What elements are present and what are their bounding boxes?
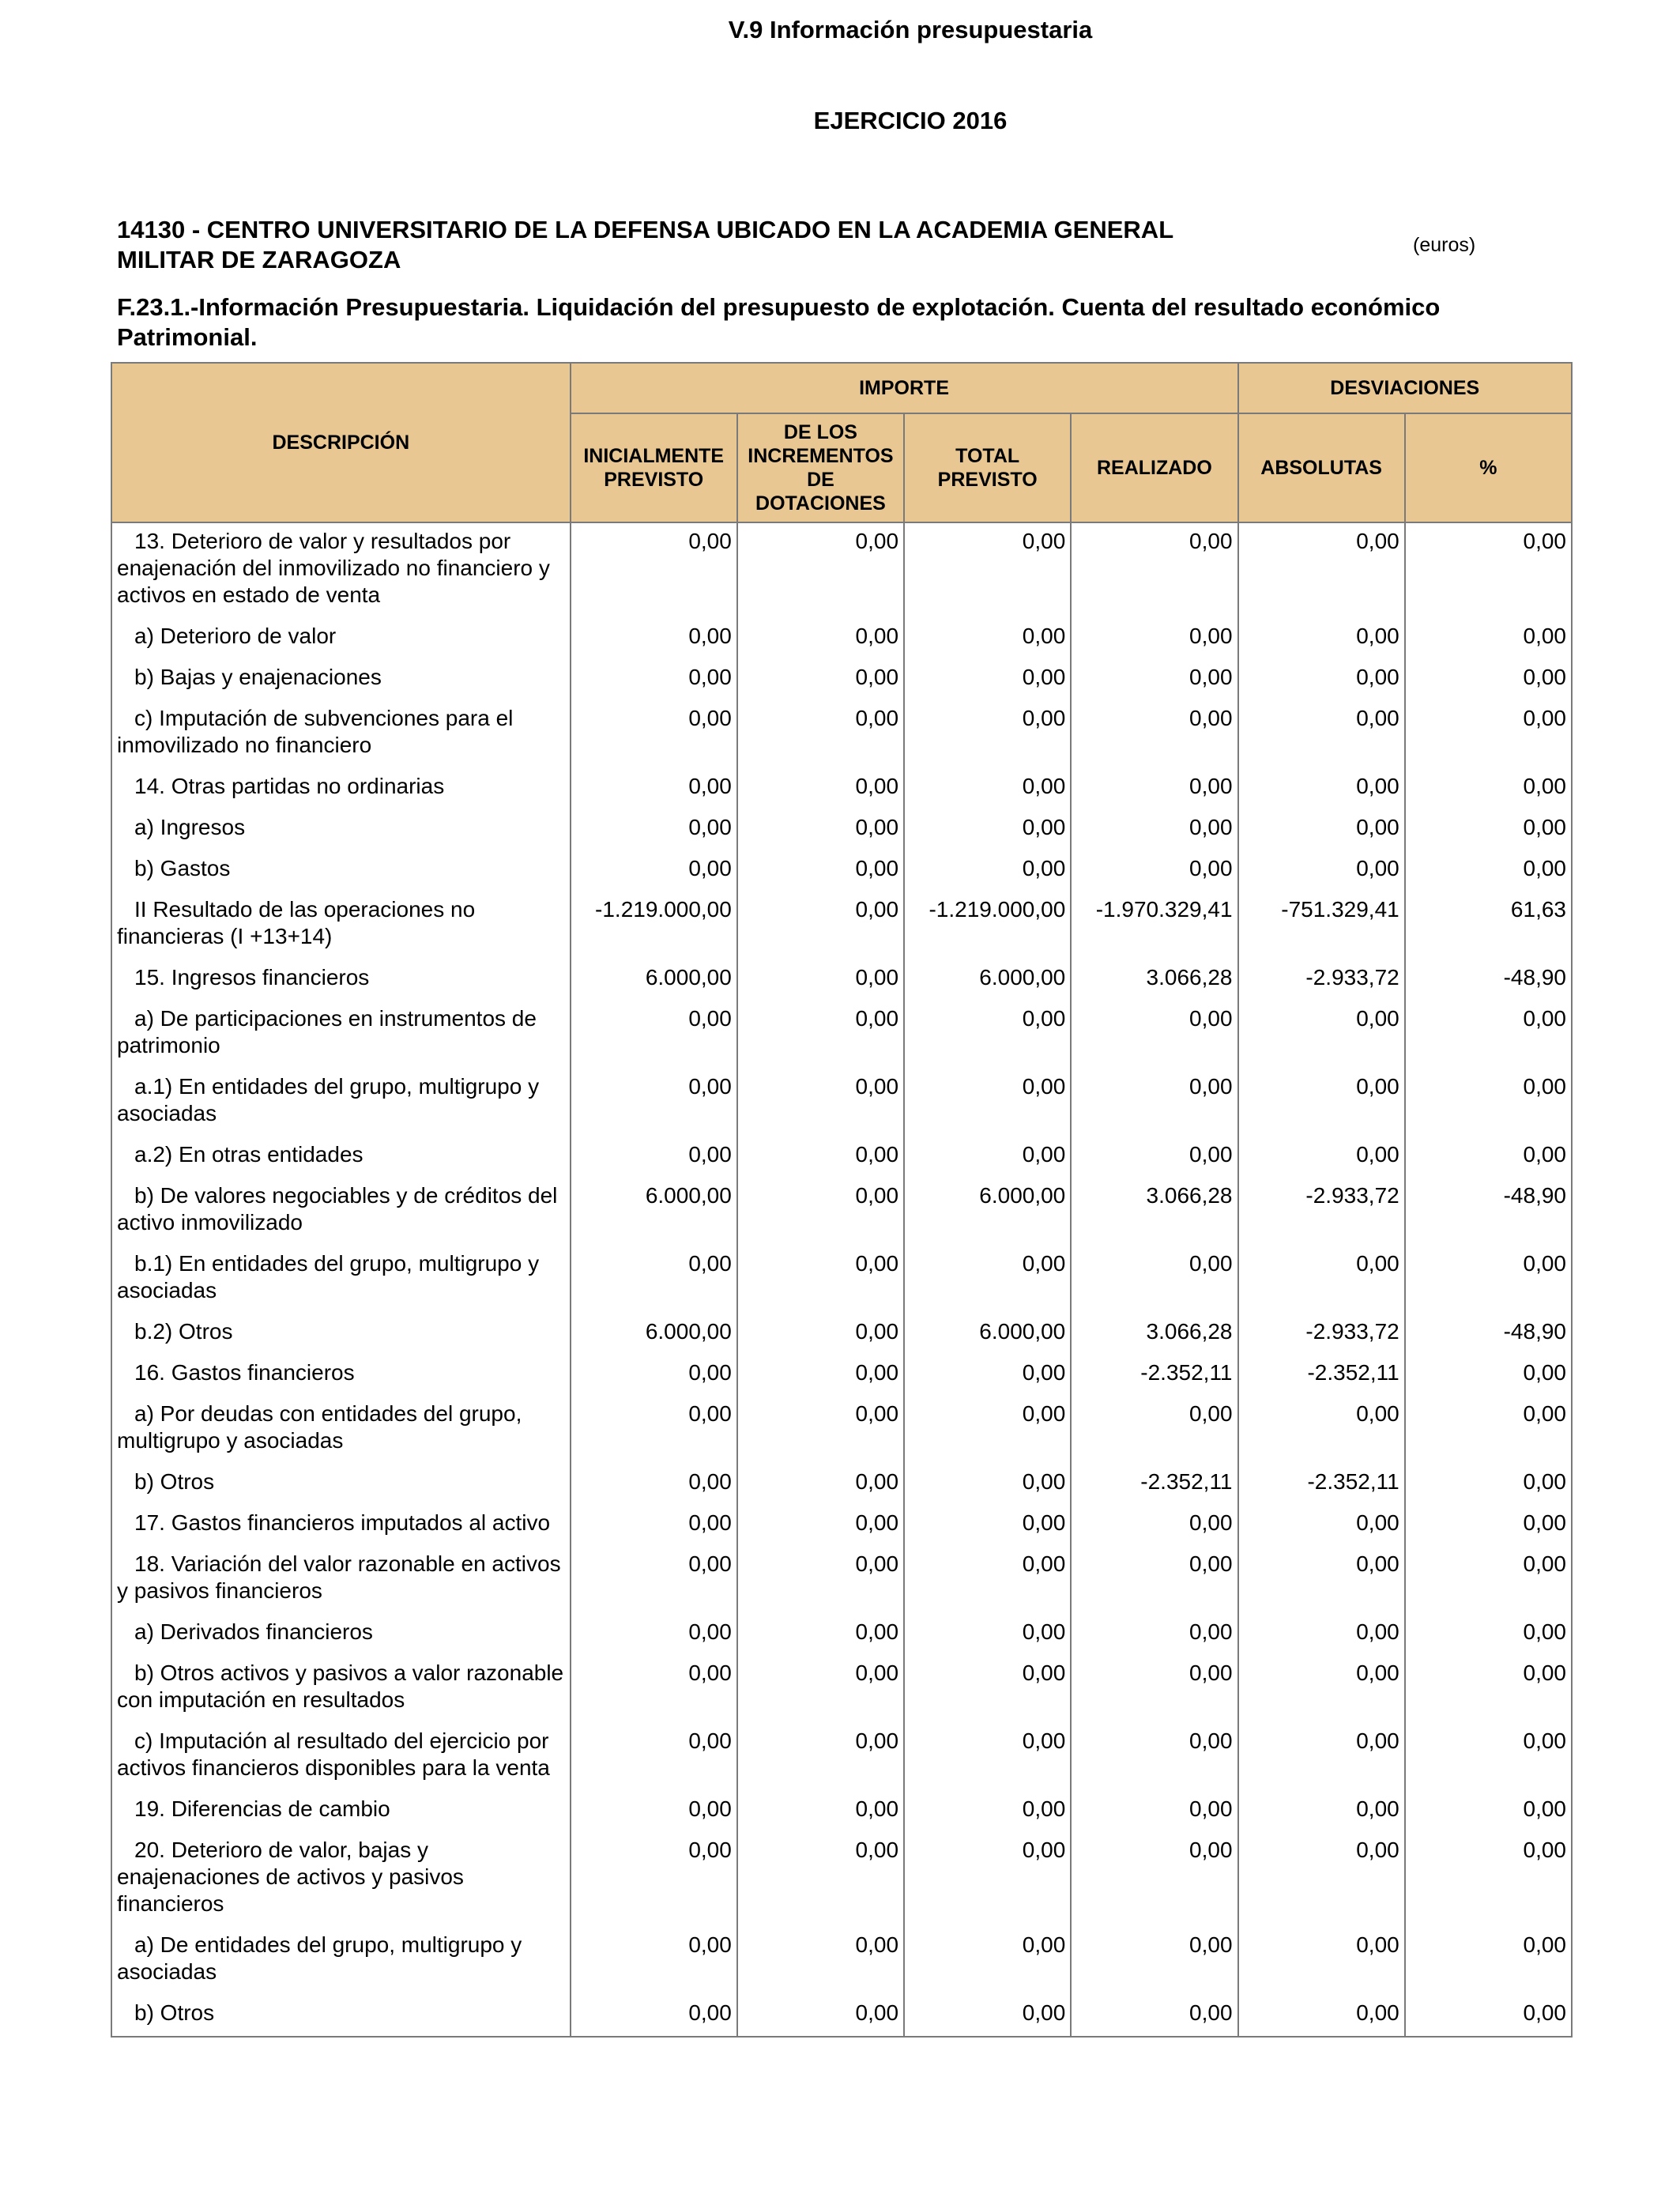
cell-realizado: 0,00	[1071, 1655, 1237, 1723]
table-row	[111, 1723, 1572, 1791]
table-row	[111, 1001, 1572, 1069]
row-description-text: b) Otros activos y pasivos a valor razonable con imputación en resultados	[117, 1661, 564, 1712]
cell-desv-porcentaje: 0,00	[1405, 1464, 1572, 1505]
cell-inicialmente-previsto: 0,00	[571, 1069, 737, 1137]
cell-incrementos-dotaciones: 0,00	[737, 618, 904, 659]
cell-inicialmente-previsto: 0,00	[571, 1655, 737, 1723]
cell-desv-absolutas: -2.933,72	[1238, 1178, 1405, 1246]
cell-total-previsto: 6.000,00	[904, 959, 1071, 1001]
cell-inicialmente-previsto: 0,00	[571, 1246, 737, 1314]
cell-total-previsto: 0,00	[904, 1723, 1071, 1791]
cell-inicialmente-previsto: 0,00	[571, 659, 737, 700]
cell-total-previsto: 0,00	[904, 1246, 1071, 1314]
cell-incrementos-dotaciones: 0,00	[737, 1655, 904, 1723]
report-subtitle-line-2: Patrimonial.	[117, 323, 258, 351]
cell-incrementos-dotaciones: 0,00	[737, 659, 904, 700]
row-description-text: b.2) Otros	[134, 1319, 233, 1344]
table-row	[111, 768, 1572, 809]
cell-inicialmente-previsto: 6.000,00	[571, 1178, 737, 1246]
cell-desv-absolutas: 0,00	[1238, 1614, 1405, 1655]
cell-incrementos-dotaciones: 0,00	[737, 1464, 904, 1505]
cell-desv-absolutas: 0,00	[1238, 659, 1405, 700]
cell-realizado: -1.970.329,41	[1071, 892, 1237, 959]
cell-total-previsto: 0,00	[904, 659, 1071, 700]
cell-realizado: 0,00	[1071, 700, 1237, 768]
cell-inicialmente-previsto: 0,00	[571, 1723, 737, 1791]
table-row	[111, 1546, 1572, 1614]
table-row	[111, 1464, 1572, 1505]
row-description	[111, 1246, 571, 1314]
table-body	[111, 522, 1572, 2037]
row-description-text: 16. Gastos financieros	[134, 1360, 355, 1385]
cell-incrementos-dotaciones: 0,00	[737, 1546, 904, 1614]
row-description-text: a.2) En otras entidades	[134, 1142, 363, 1167]
row-description	[111, 1178, 571, 1246]
row-description-text: 14. Otras partidas no ordinarias	[134, 774, 445, 798]
cell-desv-porcentaje: 61,63	[1405, 892, 1572, 959]
row-description-text: a) Derivados financieros	[134, 1619, 373, 1644]
header-inicialmente-previsto	[571, 413, 737, 522]
cell-realizado: 0,00	[1071, 1832, 1237, 1927]
cell-inicialmente-previsto: 0,00	[571, 1614, 737, 1655]
cell-incrementos-dotaciones: 0,00	[737, 1246, 904, 1314]
cell-desv-porcentaje: 0,00	[1405, 1246, 1572, 1314]
cell-total-previsto: 6.000,00	[904, 1178, 1071, 1246]
header-text: DOTACIONES	[755, 492, 886, 515]
cell-realizado: 0,00	[1071, 1505, 1237, 1546]
header-descripcion: DESCRIPCIÓN	[111, 363, 571, 522]
cell-desv-absolutas: 0,00	[1238, 1069, 1405, 1137]
cell-inicialmente-previsto: 0,00	[571, 1927, 737, 1995]
header-text: TOTAL	[955, 445, 1020, 467]
table-row	[111, 1314, 1572, 1355]
cell-realizado: 0,00	[1071, 850, 1237, 892]
cell-desv-porcentaje: 0,00	[1405, 1396, 1572, 1464]
table-row	[111, 618, 1572, 659]
cell-realizado: 0,00	[1071, 809, 1237, 850]
cell-desv-porcentaje: 0,00	[1405, 850, 1572, 892]
cell-incrementos-dotaciones: 0,00	[737, 1995, 904, 2037]
cell-desv-absolutas: 0,00	[1238, 768, 1405, 809]
cell-incrementos-dotaciones: 0,00	[737, 1927, 904, 1995]
cell-inicialmente-previsto: 0,00	[571, 1995, 737, 2037]
table-row	[111, 522, 1572, 618]
row-description	[111, 1464, 571, 1505]
cell-desv-absolutas: 0,00	[1238, 809, 1405, 850]
cell-desv-porcentaje: -48,90	[1405, 959, 1572, 1001]
row-description-text: b.1) En entidades del grupo, multigrupo y asociadas	[117, 1251, 540, 1302]
cell-total-previsto: 0,00	[904, 522, 1071, 618]
cell-desv-porcentaje: 0,00	[1405, 700, 1572, 768]
cell-total-previsto: 0,00	[904, 1001, 1071, 1069]
cell-incrementos-dotaciones: 0,00	[737, 850, 904, 892]
cell-desv-absolutas: -2.352,11	[1238, 1464, 1405, 1505]
header-absolutas: ABSOLUTAS	[1238, 413, 1405, 522]
cell-desv-porcentaje: 0,00	[1405, 618, 1572, 659]
cell-incrementos-dotaciones: 0,00	[737, 1614, 904, 1655]
cell-incrementos-dotaciones: 0,00	[737, 1723, 904, 1791]
row-description	[111, 892, 571, 959]
row-description	[111, 522, 571, 618]
table-row	[111, 1614, 1572, 1655]
cell-desv-porcentaje: 0,00	[1405, 1655, 1572, 1723]
cell-inicialmente-previsto: 0,00	[571, 1001, 737, 1069]
cell-incrementos-dotaciones: 0,00	[737, 1396, 904, 1464]
row-description	[111, 768, 571, 809]
table-row	[111, 959, 1572, 1001]
cell-incrementos-dotaciones: 0,00	[737, 522, 904, 618]
cell-incrementos-dotaciones: 0,00	[737, 892, 904, 959]
row-description-text: b) Otros	[134, 1469, 215, 1494]
cell-desv-absolutas: 0,00	[1238, 1505, 1405, 1546]
cell-total-previsto: 0,00	[904, 1655, 1071, 1723]
table-header	[111, 363, 1572, 522]
row-description	[111, 1832, 571, 1927]
row-description-text: b) Bajas y enajenaciones	[134, 665, 382, 689]
cell-total-previsto: 0,00	[904, 809, 1071, 850]
cell-incrementos-dotaciones: 0,00	[737, 700, 904, 768]
cell-inicialmente-previsto: 0,00	[571, 1464, 737, 1505]
cell-total-previsto: 0,00	[904, 850, 1071, 892]
cell-incrementos-dotaciones: 0,00	[737, 1314, 904, 1355]
cell-desv-absolutas: -2.933,72	[1238, 959, 1405, 1001]
cell-desv-absolutas: 0,00	[1238, 850, 1405, 892]
header-total-previsto	[904, 413, 1071, 522]
row-description	[111, 1927, 571, 1995]
table-row	[111, 1505, 1572, 1546]
cell-inicialmente-previsto: 0,00	[571, 1396, 737, 1464]
table-row	[111, 1927, 1572, 1995]
row-description	[111, 959, 571, 1001]
cell-inicialmente-previsto: 0,00	[571, 1505, 737, 1546]
cell-desv-porcentaje: 0,00	[1405, 1927, 1572, 1995]
table-row	[111, 1178, 1572, 1246]
cell-inicialmente-previsto: 0,00	[571, 809, 737, 850]
cell-total-previsto: 0,00	[904, 1832, 1071, 1927]
report-subtitle	[117, 292, 1571, 352]
cell-total-previsto: 0,00	[904, 1069, 1071, 1137]
cell-desv-absolutas: 0,00	[1238, 618, 1405, 659]
cell-desv-absolutas: -751.329,41	[1238, 892, 1405, 959]
cell-inicialmente-previsto: 6.000,00	[571, 1314, 737, 1355]
section-title: V.9 Información presupuestaria	[728, 16, 1093, 43]
cell-incrementos-dotaciones: 0,00	[737, 809, 904, 850]
cell-realizado: 3.066,28	[1071, 1314, 1237, 1355]
cell-desv-absolutas: 0,00	[1238, 1546, 1405, 1614]
cell-total-previsto: 0,00	[904, 1614, 1071, 1655]
cell-desv-porcentaje: 0,00	[1405, 1791, 1572, 1832]
cell-desv-absolutas: 0,00	[1238, 1791, 1405, 1832]
cell-incrementos-dotaciones: 0,00	[737, 1355, 904, 1396]
cell-desv-porcentaje: 0,00	[1405, 1546, 1572, 1614]
cell-desv-porcentaje: -48,90	[1405, 1314, 1572, 1355]
row-description-text: a) Deterioro de valor	[134, 624, 337, 648]
cell-inicialmente-previsto: 0,00	[571, 1546, 737, 1614]
cell-realizado: 0,00	[1071, 1137, 1237, 1178]
table-row	[111, 1396, 1572, 1464]
cell-desv-absolutas: 0,00	[1238, 522, 1405, 618]
row-description-text: a) Ingresos	[134, 815, 246, 839]
table-row	[111, 809, 1572, 850]
row-description-text: c) Imputación al resultado del ejercicio por activos financieros disponibles para la venta	[117, 1728, 550, 1780]
cell-total-previsto: 0,00	[904, 1505, 1071, 1546]
cell-realizado: 0,00	[1071, 1995, 1237, 2037]
cell-incrementos-dotaciones: 0,00	[737, 1069, 904, 1137]
table-row	[111, 700, 1572, 768]
cell-realizado: 0,00	[1071, 1614, 1237, 1655]
cell-realizado: 0,00	[1071, 659, 1237, 700]
cell-realizado: -2.352,11	[1071, 1464, 1237, 1505]
cell-incrementos-dotaciones: 0,00	[737, 1832, 904, 1927]
row-description	[111, 1137, 571, 1178]
row-description	[111, 1655, 571, 1723]
cell-inicialmente-previsto: 0,00	[571, 700, 737, 768]
cell-inicialmente-previsto: 0,00	[571, 1137, 737, 1178]
table-row	[111, 1137, 1572, 1178]
cell-desv-absolutas: 0,00	[1238, 1832, 1405, 1927]
row-description-text: b) Gastos	[134, 856, 231, 880]
cell-realizado: 0,00	[1071, 1001, 1237, 1069]
table-row	[111, 850, 1572, 892]
row-description	[111, 618, 571, 659]
cell-realizado: 0,00	[1071, 522, 1237, 618]
cell-realizado: 0,00	[1071, 618, 1237, 659]
row-description	[111, 1995, 571, 2037]
cell-desv-absolutas: 0,00	[1238, 1995, 1405, 2037]
cell-realizado: 0,00	[1071, 1723, 1237, 1791]
row-description-text: b) De valores negociables y de créditos del activo inmovilizado	[117, 1183, 558, 1235]
table-row	[111, 1355, 1572, 1396]
header-text: DE LOS	[783, 421, 857, 443]
cell-realizado: -2.352,11	[1071, 1355, 1237, 1396]
cell-realizado: 3.066,28	[1071, 1178, 1237, 1246]
row-description	[111, 809, 571, 850]
header-text: DE	[807, 469, 834, 491]
cell-total-previsto: 0,00	[904, 1546, 1071, 1614]
cell-desv-porcentaje: 0,00	[1405, 1505, 1572, 1546]
row-description	[111, 1314, 571, 1355]
table-row	[111, 1832, 1572, 1927]
cell-total-previsto: 0,00	[904, 1355, 1071, 1396]
cell-desv-absolutas: 0,00	[1238, 1723, 1405, 1791]
table-row	[111, 892, 1572, 959]
cell-desv-porcentaje: 0,00	[1405, 1832, 1572, 1927]
cell-desv-absolutas: 0,00	[1238, 1137, 1405, 1178]
cell-inicialmente-previsto: 0,00	[571, 850, 737, 892]
cell-desv-absolutas: -2.933,72	[1238, 1314, 1405, 1355]
cell-total-previsto: 0,00	[904, 1995, 1071, 2037]
cell-incrementos-dotaciones: 0,00	[737, 1001, 904, 1069]
cell-desv-absolutas: 0,00	[1238, 1927, 1405, 1995]
cell-desv-absolutas: 0,00	[1238, 1246, 1405, 1314]
cell-desv-absolutas: -2.352,11	[1238, 1355, 1405, 1396]
cell-desv-absolutas: 0,00	[1238, 700, 1405, 768]
cell-incrementos-dotaciones: 0,00	[737, 1505, 904, 1546]
cell-desv-absolutas: 0,00	[1238, 1655, 1405, 1723]
table-row	[111, 1246, 1572, 1314]
row-description	[111, 1791, 571, 1832]
table-row	[111, 1995, 1572, 2037]
cell-desv-absolutas: 0,00	[1238, 1001, 1405, 1069]
report-subtitle-line-1: F.23.1.-Información Presupuestaria. Liquidación del presupuesto de explotación. Cuenta del resultado económico	[117, 293, 1441, 321]
row-description	[111, 1355, 571, 1396]
row-description	[111, 700, 571, 768]
header-desviaciones: DESVIACIONES	[1238, 363, 1572, 413]
row-description-text: a) De entidades del grupo, multigrupo y asociadas	[117, 1932, 522, 1984]
cell-total-previsto: 0,00	[904, 768, 1071, 809]
cell-inicialmente-previsto: 0,00	[571, 768, 737, 809]
row-description	[111, 1723, 571, 1791]
cell-incrementos-dotaciones: 0,00	[737, 1791, 904, 1832]
cell-desv-porcentaje: 0,00	[1405, 659, 1572, 700]
cell-desv-porcentaje: 0,00	[1405, 1723, 1572, 1791]
cell-total-previsto: 0,00	[904, 1137, 1071, 1178]
row-description	[111, 1396, 571, 1464]
cell-realizado: 0,00	[1071, 1546, 1237, 1614]
cell-desv-porcentaje: 0,00	[1405, 1355, 1572, 1396]
row-description	[111, 659, 571, 700]
cell-realizado: 0,00	[1071, 768, 1237, 809]
cell-desv-absolutas: 0,00	[1238, 1396, 1405, 1464]
entity-title-line-2: MILITAR DE ZARAGOZA	[117, 246, 401, 273]
header-realizado: REALIZADO	[1071, 413, 1237, 522]
cell-realizado: 0,00	[1071, 1069, 1237, 1137]
header-text: INCREMENTOS	[748, 445, 894, 467]
row-description	[111, 850, 571, 892]
cell-realizado: 0,00	[1071, 1396, 1237, 1464]
cell-total-previsto: 0,00	[904, 618, 1071, 659]
cell-desv-porcentaje: 0,00	[1405, 768, 1572, 809]
cell-total-previsto: 0,00	[904, 1396, 1071, 1464]
row-description-text: 17. Gastos financieros imputados al activo	[134, 1510, 551, 1535]
header-text: INICIALMENTE	[583, 445, 725, 467]
cell-total-previsto: -1.219.000,00	[904, 892, 1071, 959]
cell-desv-porcentaje: 0,00	[1405, 1001, 1572, 1069]
row-description	[111, 1505, 571, 1546]
header-incrementos-dotaciones	[737, 413, 904, 522]
cell-desv-porcentaje: 0,00	[1405, 522, 1572, 618]
row-description-text: b) Otros	[134, 2000, 215, 2025]
row-description-text: II Resultado de las operaciones no financieras (I +13+14)	[117, 897, 476, 948]
cell-incrementos-dotaciones: 0,00	[737, 1178, 904, 1246]
cell-realizado: 0,00	[1071, 1927, 1237, 1995]
table-row	[111, 1655, 1572, 1723]
row-description-text: 13. Deterioro de valor y resultados por enajenación del inmovilizado no financiero y activos en estado de venta	[117, 529, 550, 607]
cell-desv-porcentaje: 0,00	[1405, 1614, 1572, 1655]
exercise-title: EJERCICIO 2016	[813, 107, 1008, 134]
currency-unit: (euros)	[1413, 234, 1476, 256]
cell-inicialmente-previsto: -1.219.000,00	[571, 892, 737, 959]
cell-total-previsto: 0,00	[904, 1791, 1071, 1832]
cell-realizado: 0,00	[1071, 1791, 1237, 1832]
row-description-text: a) De participaciones en instrumentos de patrimonio	[117, 1006, 537, 1057]
row-description-text: 18. Variación del valor razonable en activos y pasivos financieros	[117, 1551, 561, 1603]
cell-inicialmente-previsto: 0,00	[571, 522, 737, 618]
row-description-text: c) Imputación de subvenciones para el inmovilizado no financiero	[117, 706, 514, 757]
cell-incrementos-dotaciones: 0,00	[737, 959, 904, 1001]
header-text: PREVISTO	[604, 469, 704, 491]
row-description-text: 20. Deterioro de valor, bajas y enajenaciones de activos y pasivos financieros	[117, 1838, 464, 1916]
cell-inicialmente-previsto: 0,00	[571, 618, 737, 659]
cell-desv-porcentaje: 0,00	[1405, 809, 1572, 850]
table-row	[111, 1791, 1572, 1832]
cell-desv-porcentaje: 0,00	[1405, 1995, 1572, 2037]
row-description-text: a) Por deudas con entidades del grupo, multigrupo y asociadas	[117, 1401, 522, 1453]
cell-total-previsto: 0,00	[904, 700, 1071, 768]
table-row	[111, 659, 1572, 700]
header-porcentaje: %	[1405, 413, 1572, 522]
cell-inicialmente-previsto: 0,00	[571, 1355, 737, 1396]
cell-total-previsto: 0,00	[904, 1927, 1071, 1995]
cell-inicialmente-previsto: 0,00	[571, 1791, 737, 1832]
cell-incrementos-dotaciones: 0,00	[737, 768, 904, 809]
row-description-text: 19. Diferencias de cambio	[134, 1796, 390, 1821]
cell-realizado: 0,00	[1071, 1246, 1237, 1314]
cell-desv-porcentaje: -48,90	[1405, 1178, 1572, 1246]
cell-inicialmente-previsto: 6.000,00	[571, 959, 737, 1001]
entity-title-line-1: 14130 - CENTRO UNIVERSITARIO DE LA DEFENSA UBICADO EN LA ACADEMIA GENERAL	[117, 216, 1174, 243]
cell-total-previsto: 0,00	[904, 1464, 1071, 1505]
budget-table	[111, 362, 1573, 2038]
cell-desv-porcentaje: 0,00	[1405, 1137, 1572, 1178]
row-description	[111, 1614, 571, 1655]
entity-title	[117, 215, 1350, 275]
row-description-text: a.1) En entidades del grupo, multigrupo y asociadas	[117, 1074, 540, 1125]
row-description	[111, 1546, 571, 1614]
row-description-text: 15. Ingresos financieros	[134, 965, 370, 990]
table-row	[111, 1069, 1572, 1137]
cell-incrementos-dotaciones: 0,00	[737, 1137, 904, 1178]
cell-total-previsto: 6.000,00	[904, 1314, 1071, 1355]
row-description	[111, 1001, 571, 1069]
cell-desv-porcentaje: 0,00	[1405, 1069, 1572, 1137]
cell-realizado: 3.066,28	[1071, 959, 1237, 1001]
row-description	[111, 1069, 571, 1137]
header-text: PREVISTO	[937, 469, 1038, 491]
cell-inicialmente-previsto: 0,00	[571, 1832, 737, 1927]
header-importe: IMPORTE	[571, 363, 1238, 413]
